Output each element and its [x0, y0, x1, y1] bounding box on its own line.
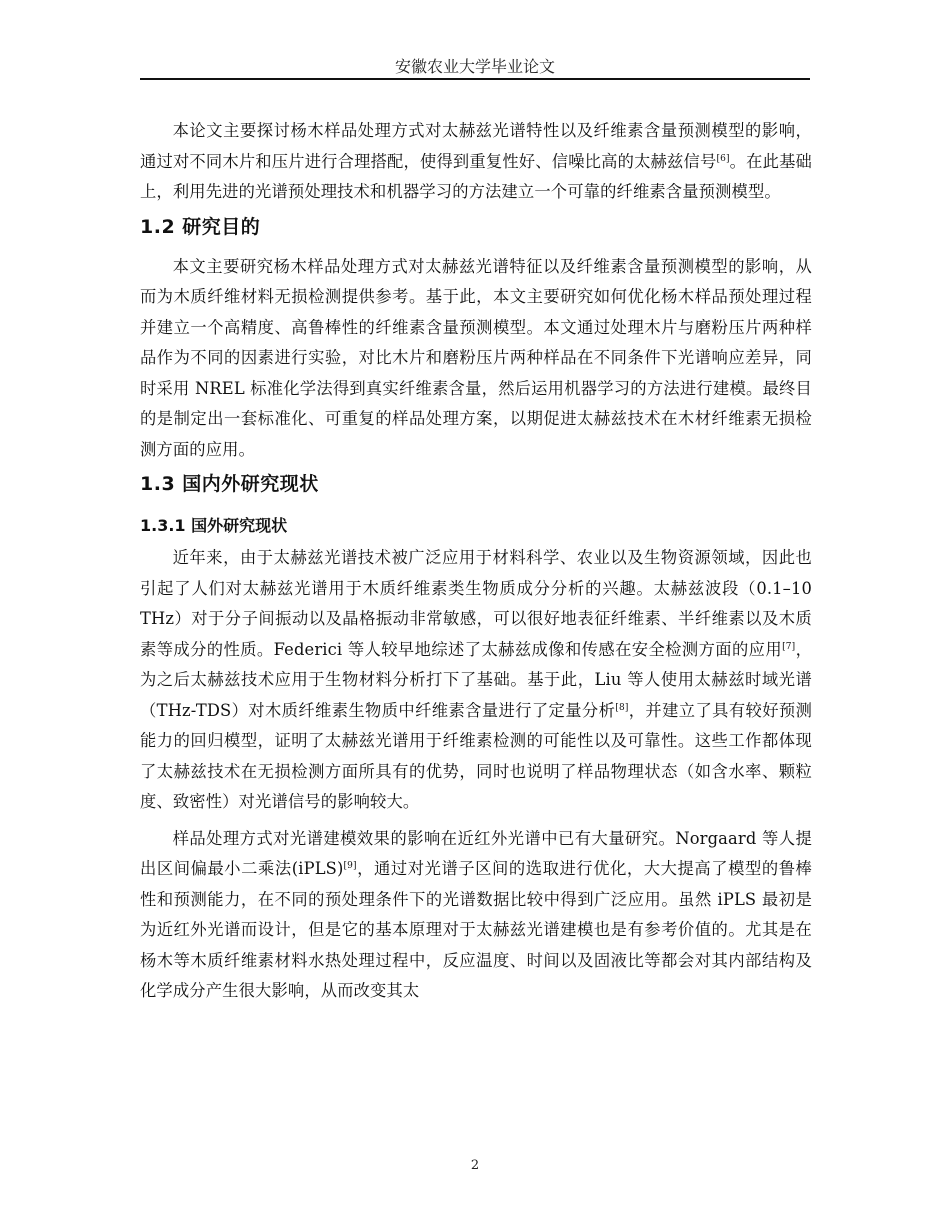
text-run: ，通过对光谱子区间的选取进行优化，大大提高了模型的鲁棒性和预测能力，在不同的预处理条件下的光谱数据比较中得到广泛应用。虽然 iPLS 最初是为近红外光谱而设计，但是它的基本原理对于太赫兹光谱建模也是有参考价值的。尤其是在杨木等木质纤维素材料水热处理过程中，反应温度、时间以及固液比等都会对其内部结构及化学成分产生很大影响，从而改变其太 [140, 859, 812, 1000]
text-run: 本论文主要探讨杨木样品处理方式对太赫兹光谱特性以及纤维素含量预测模型的影响，通过对不同木片和压片进行合理搭配，使得到重复性好、信噪比高的太赫兹信号 [140, 121, 812, 171]
header-rule [140, 78, 810, 80]
text-run: 。在此基础上，利用先进的光谱预处理技术和机器学习的方法建立一个可靠的纤维素含量预测模型。 [140, 151, 812, 201]
citation-ref: [9] [343, 861, 357, 871]
text-run: 样品处理方式对光谱建模效果的影响在近红外光谱中已有大量研究。Norgaard 等人提出区间偏最小二乘法(iPLS) [140, 828, 812, 878]
running-header: 安徽农业大学毕业论文 [394, 57, 555, 76]
page-number: 2 [470, 1158, 480, 1173]
citation-ref: [8] [615, 702, 629, 713]
paragraph-research-purpose: 本文主要研究杨木样品处理方式对太赫兹光谱特征以及纤维素含量预测模型的影响，从而为木质纤维材料无损检测提供参考。基于此，本文主要研究如何优化杨木样品预处理过程并建立一个高精度、高鲁棒性的纤维素含量预测模型。本文通过处理木片与磨粉压片两种样品作为不同的因素进行实验，对比木片和磨粉压片两种样品在不同条件下光谱响应差异，同时采用 NREL 标准化学法得到真实纤维素含量，然后运用机器学习的方法进行建模。最终目的是制定出一套标准化、可重复的样品处理方案，以期促进太赫兹技术在木材纤维素无损检测方面的应用。 [140, 256, 812, 459]
text-run: 近年来，由于太赫兹光谱技术被广泛应用于材料科学、农业以及生物资源领域，因此也引起了人们对太赫兹光谱用于木质纤维素类生物质成分分析的兴趣。太赫兹波段（0.1–10 THz）对于分子间振动以及晶格振动非常敏感，可以很好地表征纤维素、半纤维素以及木质素等成分的性质。Federici 等人较早地综述了太赫兹成像和传感在安全检测方面的应用 [140, 548, 812, 659]
section-heading-1-3: 1.3 国内外研究现状 [140, 473, 319, 495]
citation-ref: [7] [782, 641, 796, 652]
paragraph-foreign-research-1 [140, 543, 812, 818]
section-heading-1-2: 1.2 研究目的 [140, 215, 261, 238]
paragraph-foreign-research-2 [140, 824, 812, 1007]
page-body [140, 116, 812, 1009]
subsection-heading-1-3-1: 1.3.1 国外研究现状 [140, 516, 288, 535]
citation-ref: [6] [716, 153, 730, 164]
paragraph-intro [140, 116, 812, 208]
text-run: ，为之后太赫兹技术应用于生物材料分析打下了基础。基于此，Liu 等人使用太赫兹时域光谱（THz-TDS）对木质纤维素生物质中纤维素含量进行了定量分析 [140, 639, 812, 720]
text-run: ，并建立了具有较好预测能力的回归模型，证明了太赫兹光谱用于纤维素检测的可能性以及可靠性。这些工作都体现了太赫兹技术在无损检测方面所具有的优势，同时也说明了样品物理状态（如含水率、颗粒度、致密性）对光谱信号的影响较大。 [140, 700, 812, 811]
